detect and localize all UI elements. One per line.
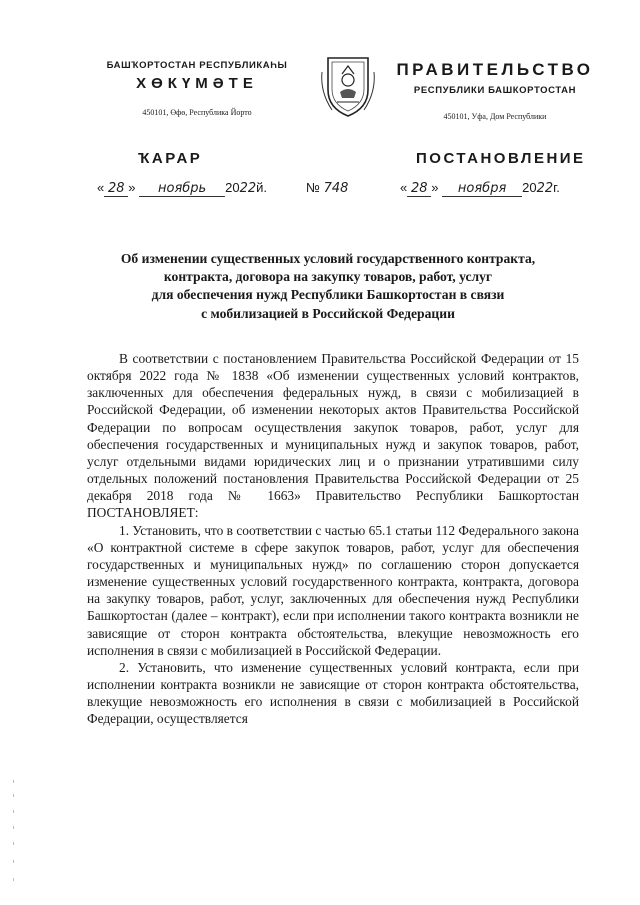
date-left xyxy=(97,180,267,197)
coat-of-arms-icon xyxy=(318,52,378,120)
date-right-close-quote: » xyxy=(431,180,439,195)
date-left-close-quote: » xyxy=(128,180,136,195)
header-right-address: 450101, Уфа, Дом Республики xyxy=(443,112,547,121)
doc-number xyxy=(306,180,348,196)
header-right-line2: РЕСПУБЛИКИ БАШКОРТОСТАН xyxy=(413,85,577,96)
date-right xyxy=(400,180,560,197)
header-left-line1: БАШҠОРТОСТАН РЕСПУБЛИКАҺЫ xyxy=(106,60,288,71)
header-right-line1: ПРАВИТЕЛЬСТВО xyxy=(396,60,594,79)
date-right-day: 28 xyxy=(407,182,431,197)
header-right xyxy=(386,60,604,121)
title-line-3: для обеспечения нужд Республики Башкортостан в связи xyxy=(151,287,505,303)
date-left-year: 22 xyxy=(239,181,257,196)
body-paragraph-1: В соответствии с постановлением Правительства Российской Федерации от 15 октября 2022 года № 1838 «Об изменении существенных условий контрактов, заключенных для обеспечения федеральных нужд, в связи с мобилизацией в Российской Федерации, об изменении некоторых актов Правительства Российской Федерации по вопросам осуществления закупок товаров, работ, услуг для обеспечения государственных и муниципальных нужд и закупок товаров, работ, услуг отдельными видами юридических лиц и о признании утратившими силу отдельных положений постановления Правительства Российской Федерации от 25 декабря 2018 года № 1663» Правительство Республики Башкортостан ПОСТАНОВЛЯЕТ: xyxy=(87,351,579,521)
date-left-year-prefix: 20 xyxy=(225,180,240,195)
date-right-year-prefix: 20 xyxy=(522,180,537,195)
doc-type-right: ПОСТАНОВЛЕНИЕ xyxy=(416,150,586,167)
document-title xyxy=(78,250,578,323)
date-right-open-quote: « xyxy=(400,180,408,195)
title-line-2: контракта, договора на закупку товаров, работ, услуг xyxy=(163,269,493,285)
body-paragraph-2: 1. Установить, что в соответствии с частью 65.1 статьи 112 Федерального закона «О контрактной системе в сфере закупок товаров, работ, услуг для обеспечения государственных и муниципальных нужд» по соглашению сторон допускается изменение существенных условий государственного контракта, контракта, договора на закупку товаров, работ, услуг, заключенных для обеспечения нужд Республики Башкортостан (далее – контракт), если при исполнении такого контракта возникли не зависящие от сторон контракта обстоятельства, влекущие невозможность его исполнения в связи с мобилизацией в Российской Федерации. xyxy=(87,522,579,658)
header-left xyxy=(82,60,312,117)
date-right-month: ноября xyxy=(442,182,522,197)
doc-number-value: 748 xyxy=(323,181,349,196)
date-right-year: 22 xyxy=(536,181,554,196)
header-left-line2: ХӨКҮМӘТЕ xyxy=(136,75,258,92)
body-paragraph-3: 2. Установить, что изменение существенных условий контракта, если при исполнении контракта возникли не зависящие от сторон контракта обстоятельства, влекущие невозможность его исполнения в связи с мобилизацией в Российской Федерации, осуществляется xyxy=(87,659,579,727)
header-left-address: 450101, Өфө, Республика Йорто xyxy=(142,108,252,117)
date-left-suffix: й. xyxy=(256,180,267,195)
title-line-1: Об изменении существенных условий государственного контракта, xyxy=(120,251,536,266)
doc-type-left: ҠАРАР xyxy=(138,150,203,167)
doc-number-sign: № xyxy=(306,180,320,195)
date-left-open-quote: « xyxy=(97,180,105,195)
document-body xyxy=(87,350,579,727)
date-left-day: 28 xyxy=(104,182,128,197)
scan-edge-marks xyxy=(12,780,15,890)
date-right-suffix: г. xyxy=(553,180,560,195)
title-line-4: с мобилизацией в Российской Федерации xyxy=(201,305,455,321)
date-left-month: ноябрь xyxy=(139,182,225,197)
